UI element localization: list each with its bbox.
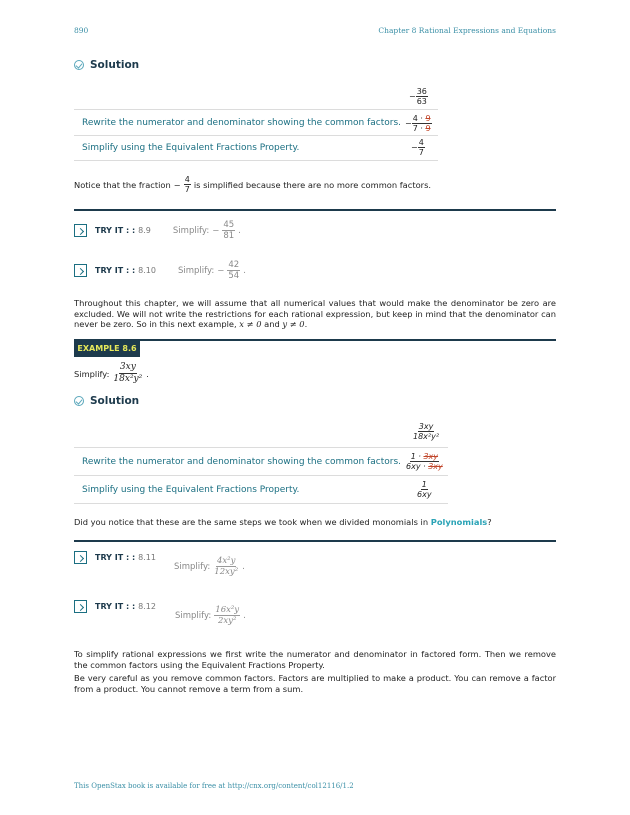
section-divider bbox=[74, 540, 556, 542]
check-circle-icon bbox=[74, 60, 84, 70]
check-circle-icon bbox=[74, 396, 84, 406]
try-it-8-12-problem: Simplify: $\frac{\text{16x²y}}{\text{2xy²}}$ . bbox=[175, 605, 246, 626]
solution2-step2-text: Simplify using the Equivalent Fractions Property. bbox=[82, 485, 300, 495]
factored-form-paragraph: To simplify rational expressions we first write the numerator and denominator in factored form. Then we remove the common factors using the Equivalent Fractions Property. bbox=[74, 649, 556, 670]
table-divider bbox=[74, 109, 438, 110]
solution1-step2-text: Simplify using the Equivalent Fractions Property. bbox=[82, 143, 300, 153]
solution2-step1-text: Rewrite the numerator and denominator showing the common factors. bbox=[82, 457, 402, 467]
solution2-start-fraction: $\frac{3xy}{\text{18x²y²}}$ bbox=[413, 422, 440, 441]
section-divider bbox=[74, 339, 556, 341]
try-it-8-9: TRY IT : : 8.9 Simplify: − $\frac{45}{81}$ . bbox=[74, 220, 241, 241]
try-it-8-10: TRY IT : : 8.10 Simplify: − $\frac{42}{54}$ . bbox=[74, 260, 246, 281]
section-divider bbox=[74, 209, 556, 211]
chevron-right-icon[interactable] bbox=[74, 551, 87, 564]
try-it-8-11: TRY IT : : 8.11 bbox=[74, 551, 156, 564]
try-it-8-12: TRY IT : : 8.12 bbox=[74, 600, 156, 613]
table-divider bbox=[74, 160, 438, 161]
chevron-right-icon[interactable] bbox=[74, 600, 87, 613]
polynomials-link[interactable]: Polynomials bbox=[430, 517, 488, 527]
example-problem: Simplify: $\frac{3xy}{\text{18x²y²}}$ . bbox=[74, 362, 149, 384]
try-it-8-11-problem: Simplify: $\frac{\text{4x²y}}{\text{12xy²}}$ . bbox=[174, 556, 245, 577]
solution2-step2-fraction: $\frac{1}{6xy}$ bbox=[417, 480, 432, 499]
table-divider bbox=[74, 135, 438, 136]
solution-heading-1: Solution bbox=[74, 59, 139, 71]
question-sentence: Did you notice that these are the same steps we took when we divided monomials in Polynomials? bbox=[74, 517, 492, 527]
solution-heading-2: Solution bbox=[74, 395, 139, 407]
solution1-start-fraction: − $\frac{36}{63}$ bbox=[409, 87, 427, 106]
table-divider bbox=[74, 503, 448, 504]
chevron-right-icon[interactable] bbox=[74, 264, 87, 277]
solution1-step1-text: Rewrite the numerator and denominator showing the common factors. bbox=[82, 118, 402, 128]
solution1-step2-fraction: − $\frac{4}{7}$ bbox=[411, 138, 424, 157]
footer-note: This OpenStax book is available for free at http://cnx.org/content/col12116/1.2 bbox=[74, 782, 354, 790]
notice-sentence: Notice that the fraction − $\frac{4}{7}$ is simplified because there are no more common factors. bbox=[74, 175, 432, 194]
restrictions-paragraph: Throughout this chapter, we will assume that all numerical values that would make the denominator be zero are excluded. We will not write the restrictions for each rational expression, but keep in mind that the denominator can never be zero. So in this next example, x ≠ 0 and y ≠ 0. bbox=[74, 298, 556, 329]
caution-paragraph: Be very careful as you remove common factors. Factors are multiplied to make a product. You can remove a factor from a product. You cannot remove a term from a sum. bbox=[74, 673, 556, 694]
page-number: 890 bbox=[74, 26, 89, 35]
example-label: EXAMPLE 8.6 bbox=[74, 340, 140, 357]
solution1-step1-fraction: − $\frac{4 \cdot 9}{7 \cdot 9}$ bbox=[405, 114, 431, 133]
solution2-step1-fraction: $\frac{1 \cdot 3xy}{6xy \cdot 3xy}$ bbox=[406, 452, 443, 471]
chapter-title: Chapter 8 Rational Expressions and Equations bbox=[378, 26, 556, 35]
chevron-right-icon[interactable] bbox=[74, 224, 87, 237]
table-divider bbox=[74, 475, 448, 476]
table-divider bbox=[74, 447, 448, 448]
